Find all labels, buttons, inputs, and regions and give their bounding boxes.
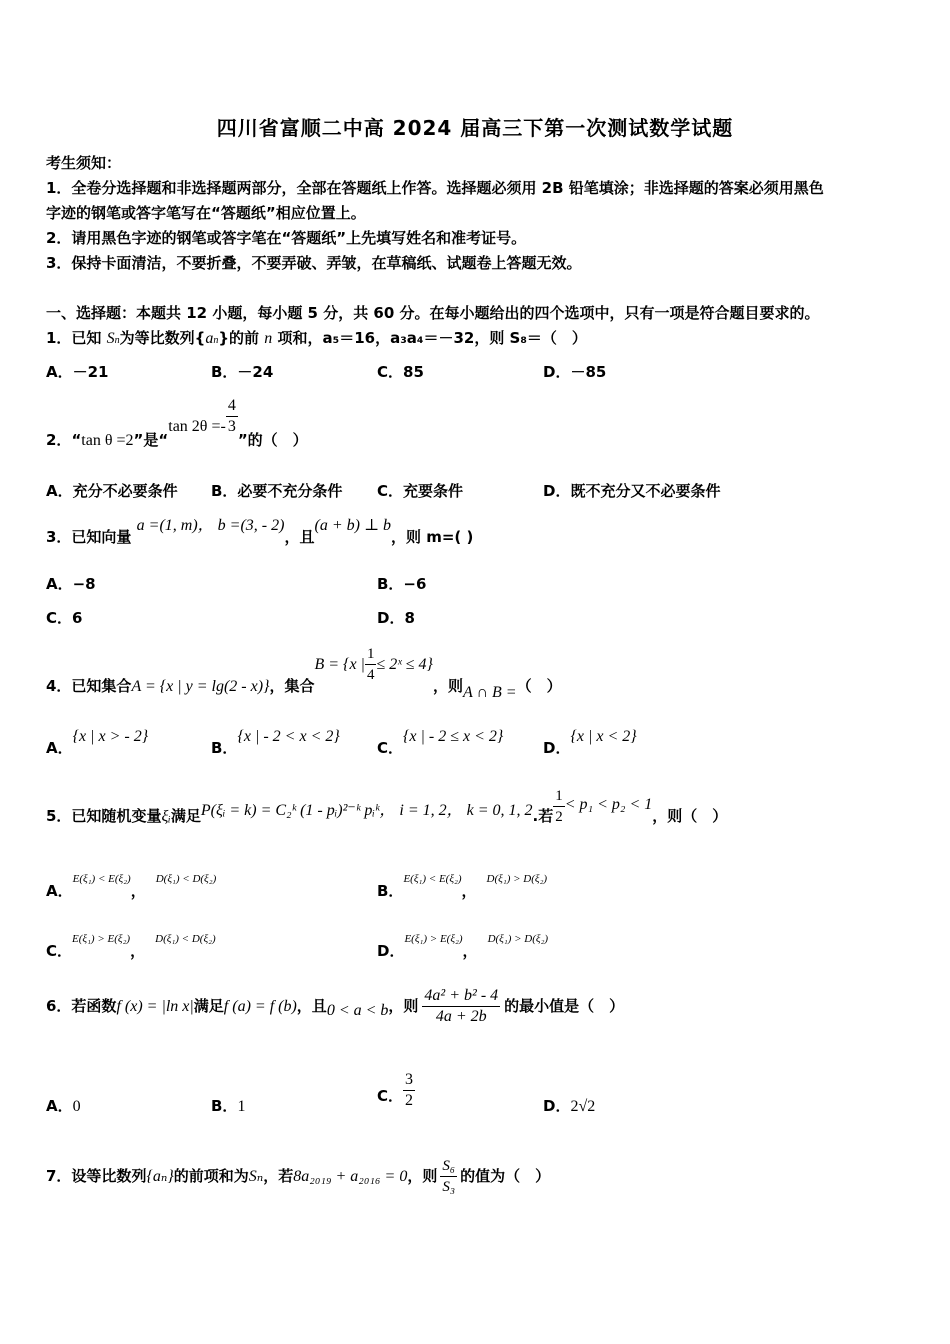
q3-text-2: ，且: [284, 528, 315, 546]
q1-a: a: [205, 330, 214, 347]
q5-option-a-e: E(ξ₁) < E(ξ₂): [72, 873, 131, 885]
q2-fraction-numerator: 4: [226, 396, 238, 417]
q5-option-b-e: E(ξ₁) < E(ξ₂): [403, 873, 462, 885]
q6-option-c-label: C．: [377, 1087, 404, 1105]
notice-item-2: 2．请用黑色字迹的钢笔或答字笔在“答题纸”上先填写姓名和准考证号。: [46, 229, 527, 247]
q4-set-b-prefix: B = {x |: [314, 656, 365, 673]
q6-option-c-numerator: 3: [403, 1070, 415, 1091]
q1-S: S: [106, 330, 115, 347]
q7-equation: 8a₂₀₁₉ + a₂₀₁₆ = 0: [293, 1168, 408, 1185]
q6-option-b[interactable]: [211, 1095, 245, 1116]
q7-text-5: 的值为（ ）: [460, 1167, 551, 1185]
q4-intersection: A ∩ B =: [462, 684, 517, 701]
q4-option-c[interactable]: [377, 725, 504, 757]
q2-option-c[interactable]: C．充要条件: [377, 482, 464, 500]
q4-option-b[interactable]: [211, 725, 340, 757]
q1-option-b[interactable]: B．－24: [211, 363, 274, 381]
q4-text-1: 4．已知集合: [46, 677, 132, 695]
q1-option-c[interactable]: C．85: [377, 363, 424, 381]
q1-option-a[interactable]: A．－21: [46, 363, 109, 381]
notice-item-1-cont: 字迹的钢笔或答字笔写在“答题纸”相应位置上。: [46, 204, 366, 222]
q5-text-3: .若: [532, 807, 554, 825]
q6-option-d-label: D．: [543, 1097, 571, 1115]
question-7: [46, 1156, 550, 1197]
q6-option-c-denominator: 2: [405, 1092, 414, 1109]
q3-option-a[interactable]: A．−8: [46, 575, 96, 593]
q2-number: 2．: [46, 431, 72, 449]
q4-text-4: （ ）: [516, 677, 562, 695]
q2-fraction: [226, 396, 238, 437]
q6-fraction-numerator: 4a² + b² - 4: [422, 986, 500, 1007]
q7-fraction-denominator: S₃: [442, 1179, 456, 1195]
notice-item-3: 3．保持卡面清洁，不要折叠，不要弄破、弄皱，在草稿纸、试题卷上答题无效。: [46, 254, 582, 272]
q3-text-1: 3．已知向量: [46, 528, 137, 546]
q5-option-a[interactable]: A．E(ξ₁) < E(ξ₂)，D(ξ₁) < D(ξ₂): [46, 873, 217, 900]
q6-option-b-label: B．: [211, 1097, 238, 1115]
q7-fraction-numerator: S₆: [440, 1156, 457, 1177]
q6-option-a[interactable]: [46, 1095, 81, 1116]
q5-option-b-d: D(ξ₁) > D(ξ₂): [486, 873, 548, 885]
q4-quarter-fraction: [365, 644, 377, 685]
q4-option-b-set: {x | - 2 < x < 2}: [237, 728, 340, 745]
q5-option-d-label: D．: [377, 942, 405, 960]
q4-text-2: ，集合: [269, 677, 315, 695]
q6-option-c[interactable]: [377, 1070, 415, 1111]
q3-option-c[interactable]: C．6: [46, 609, 83, 627]
q2-option-a[interactable]: A．充分不必要条件: [46, 482, 178, 500]
q5-option-d-e: E(ξ₁) > E(ξ₂): [404, 933, 463, 945]
q3-option-d[interactable]: D．8: [377, 609, 415, 627]
q1-text-2: 为等比数列{: [119, 329, 206, 347]
q5-fraction-numerator: 1: [553, 786, 565, 807]
q6-fraction-denominator: 4a + 2b: [435, 1008, 487, 1025]
q6-text-3: ，且: [296, 997, 327, 1015]
q6-option-d-value: 2√2: [570, 1098, 596, 1115]
q6-text-2: 满足: [193, 997, 224, 1015]
q2-eq1: tan θ =2: [81, 432, 134, 449]
q1-n-sub: n: [114, 335, 120, 346]
q2-end: ”的（ ）: [237, 431, 308, 449]
q4-option-a-set: {x | x > - 2}: [72, 728, 149, 745]
q5-option-a-d: D(ξ₁) < D(ξ₂): [155, 873, 217, 885]
notice-item-1: 1．全卷分选择题和非选择题两部分，全部在答题纸上作答。选择题必须用 2B 铅笔填涂；非选择题的答案必须用黑色: [46, 179, 824, 197]
q5-option-c-d: D(ξ₁) < D(ξ₂): [155, 933, 216, 945]
q1-option-d[interactable]: D．－85: [543, 363, 607, 381]
q3-text-3: ，则 m=( ): [390, 528, 474, 546]
q6-option-b-value: 1: [237, 1098, 246, 1115]
q5-probability: P(ξᵢ = k) = C₂ᵏ (1 - pᵢ)²⁻ᵏ pᵢᵏ， i = 1, 2， k = 0, 1, 2: [200, 802, 533, 819]
q5-option-c-e: E(ξ₁) > E(ξ₂): [72, 933, 131, 945]
q5-option-c-label: C．: [46, 942, 73, 960]
q1-text-3: }的前: [218, 329, 265, 347]
q5-text-1: 5．已知随机变量: [46, 807, 162, 825]
q5-option-b[interactable]: B．E(ξ₁) < E(ξ₂)，D(ξ₁) > D(ξ₂): [377, 873, 548, 900]
q2-option-b[interactable]: B．必要不充分条件: [211, 482, 343, 500]
q5-text-4: ，则（ ）: [652, 807, 728, 825]
q5-fraction-denominator: 2: [555, 809, 563, 825]
q6-text-4: ，则: [388, 997, 419, 1015]
q7-fraction: [440, 1156, 457, 1197]
q2-option-d[interactable]: D．既不充分又不必要条件: [543, 482, 721, 500]
question-2: [46, 396, 308, 449]
q6-fraction: [422, 986, 500, 1027]
q7-text-4: ，则: [407, 1167, 438, 1185]
q6-inequality: 0 < a < b: [326, 1002, 389, 1019]
q5-option-b-label: B．: [377, 882, 404, 900]
q6-option-a-label: A．: [46, 1097, 73, 1115]
q1-n-sub-2: n: [213, 335, 219, 346]
q4-option-a-label: A．: [46, 739, 73, 757]
q1-condition: a₅＝16，a₃a₄＝－32，则 S₈＝（ ）: [322, 329, 587, 347]
exam-title: 四川省富顺二中高 2024 届高三下第一次测试数学试题: [216, 116, 734, 140]
section-heading: 一、选择题：本题共 12 小题，每小题 5 分，共 60 分。在每小题给出的四个选项中，只有一项是符合题目要求的。: [46, 304, 820, 322]
q2-fraction-denominator: 3: [227, 418, 236, 435]
question-4: [46, 644, 562, 701]
question-6: [46, 986, 624, 1027]
q6-equation: f (a) = f (b): [223, 998, 297, 1015]
q2-eq2: tan 2θ =-: [168, 418, 226, 435]
q6-option-c-fraction: [403, 1070, 415, 1111]
q5-inequality: < p₁ < p₂ < 1: [564, 796, 653, 813]
q4-option-c-set: {x | - 2 ≤ x < 2}: [403, 728, 504, 745]
q4-set-a: A = {x | y = lg(2 - x)}: [131, 678, 270, 695]
q4-option-b-label: B．: [211, 739, 238, 757]
q6-function: f (x) = |ln x|: [116, 998, 194, 1015]
question-1: [46, 327, 587, 348]
q4-option-d-label: D．: [543, 739, 571, 757]
q4-option-a[interactable]: [46, 725, 149, 757]
q4-set-b-suffix: ≤ 2ˣ ≤ 4}: [376, 656, 433, 673]
q5-xi: ξᵢ: [161, 808, 171, 825]
q7-text-2: 的前项和为: [173, 1167, 249, 1185]
q5-option-d[interactable]: D．E(ξ₁) > E(ξ₂)，D(ξ₁) > D(ξ₂): [377, 933, 549, 960]
q4-text-3: ，则: [432, 677, 463, 695]
q3-perpendicular: (a + b) ⊥ b: [314, 517, 391, 534]
q6-text-5: 的最小值是（ ）: [504, 997, 625, 1015]
q4-option-d-set: {x | x < 2}: [570, 728, 637, 745]
notice-heading: 考生须知：: [46, 154, 122, 172]
q7-text-3: ，若: [263, 1167, 294, 1185]
q6-option-d[interactable]: [543, 1095, 595, 1116]
q1-n: n: [264, 330, 273, 347]
q5-option-a-label: A．: [46, 882, 73, 900]
q5-half-fraction: [553, 786, 565, 827]
q3-vectors: a =(1, m)， b =(3, - 2): [136, 517, 285, 534]
q7-sequence: {aₙ}: [146, 1168, 174, 1185]
q4-option-c-label: C．: [377, 739, 404, 757]
q1-text-1: 1．已知: [46, 329, 107, 347]
q6-option-a-value: 0: [72, 1098, 81, 1115]
question-3: [46, 514, 474, 546]
q6-text-1: 6．若函数: [46, 997, 117, 1015]
q1-text-4: 项和，: [272, 329, 323, 347]
q2-open-quote: “: [71, 431, 82, 449]
q5-option-d-d: D(ξ₁) > D(ξ₂): [487, 933, 549, 945]
question-5: [46, 786, 727, 827]
q7-sum: Sₙ: [248, 1168, 264, 1185]
q4-fraction-denominator: 4: [366, 667, 375, 683]
q5-text-2: 满足: [170, 807, 201, 825]
q3-option-b[interactable]: B．−6: [377, 575, 427, 593]
q7-text-1: 7．设等比数列: [46, 1167, 147, 1185]
q4-option-d[interactable]: [543, 725, 637, 757]
q2-middle: ”是“: [133, 431, 169, 449]
q4-fraction-numerator: 1: [365, 644, 377, 665]
q5-option-c[interactable]: C．E(ξ₁) > E(ξ₂)，D(ξ₁) < D(ξ₂): [46, 933, 216, 960]
